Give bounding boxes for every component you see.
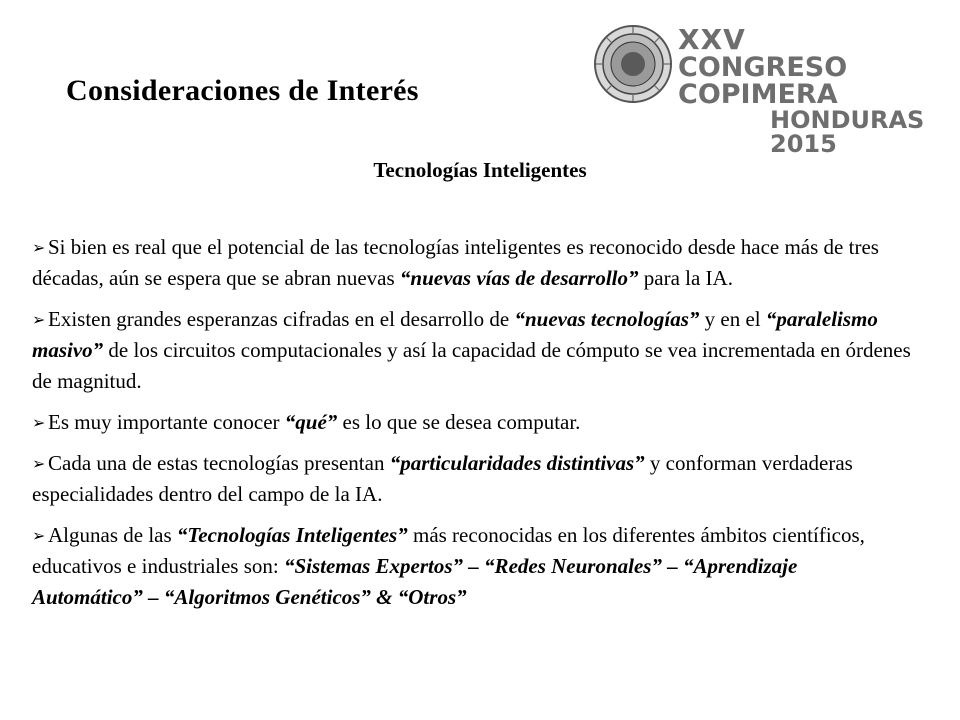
copimera-seal-icon [592,24,674,104]
bullet-text: Si bien es real que el potencial de las tecnologías inteligentes es reconocido desde hace más de tres décadas, aún se espera que se abran nuevas [32,235,879,290]
emphasis-text: “Sistemas Expertos” – “Redes Neuronales” – “Aprendizaje Automático” – “Algoritmos Genéticos” & “Otros” [32,554,798,609]
bullet-text: y conforman verdaderas especialidades dentro del campo de la IA. [32,451,853,506]
arrow-bullet-icon: ➢ [32,526,46,545]
bullet-text: y en el [699,307,766,331]
arrow-bullet-icon: ➢ [32,238,46,257]
arrow-bullet-icon: ➢ [32,413,46,432]
bullet-list [32,232,912,623]
emphasis-text: “particularidades distintivas” [389,451,645,475]
bullet-text: Algunas de las [48,523,177,547]
bullet-text: Cada una de estas tecnologías presentan [48,451,390,475]
bullet-item [32,407,912,438]
bullet-text: Es muy importante conocer [48,410,285,434]
bullet-item [32,232,912,294]
logo-line-country-year: HONDURAS 2015 [770,106,925,158]
bullet-text: Existen grandes esperanzas cifradas en el desarrollo de [48,307,515,331]
slide-title: Consideraciones de Interés [66,74,419,107]
bullet-item [32,304,912,397]
emphasis-text: “qué” [284,410,338,434]
bullet-item [32,448,912,510]
arrow-bullet-icon: ➢ [32,454,46,473]
emphasis-text: “nuevas vías de desarrollo” [399,266,639,290]
bullet-text: para la IA. [638,266,733,290]
emphasis-text: “paralelismo masivo” [32,307,878,362]
arrow-bullet-icon: ➢ [32,310,46,329]
section-heading: Tecnologías Inteligentes [373,158,587,182]
logo-line-edition: XXV [678,23,746,56]
bullet-text: de los circuitos computacionales y así la capacidad de cómputo se vea incrementada en órdenes de magnitud. [32,338,911,393]
emphasis-text: “nuevas tecnologías” [514,307,700,331]
congress-logo [592,23,942,158]
bullet-item [32,520,912,613]
emphasis-text: “Tecnologías Inteligentes” [176,523,408,547]
bullet-text: más reconocidas en los diferentes ámbitos científicos, educativos e industriales son: [32,523,865,578]
logo-line-congress: CONGRESO COPIMERA [678,52,848,110]
logo-text [678,23,942,158]
bullet-text: es lo que se desea computar. [337,410,581,434]
